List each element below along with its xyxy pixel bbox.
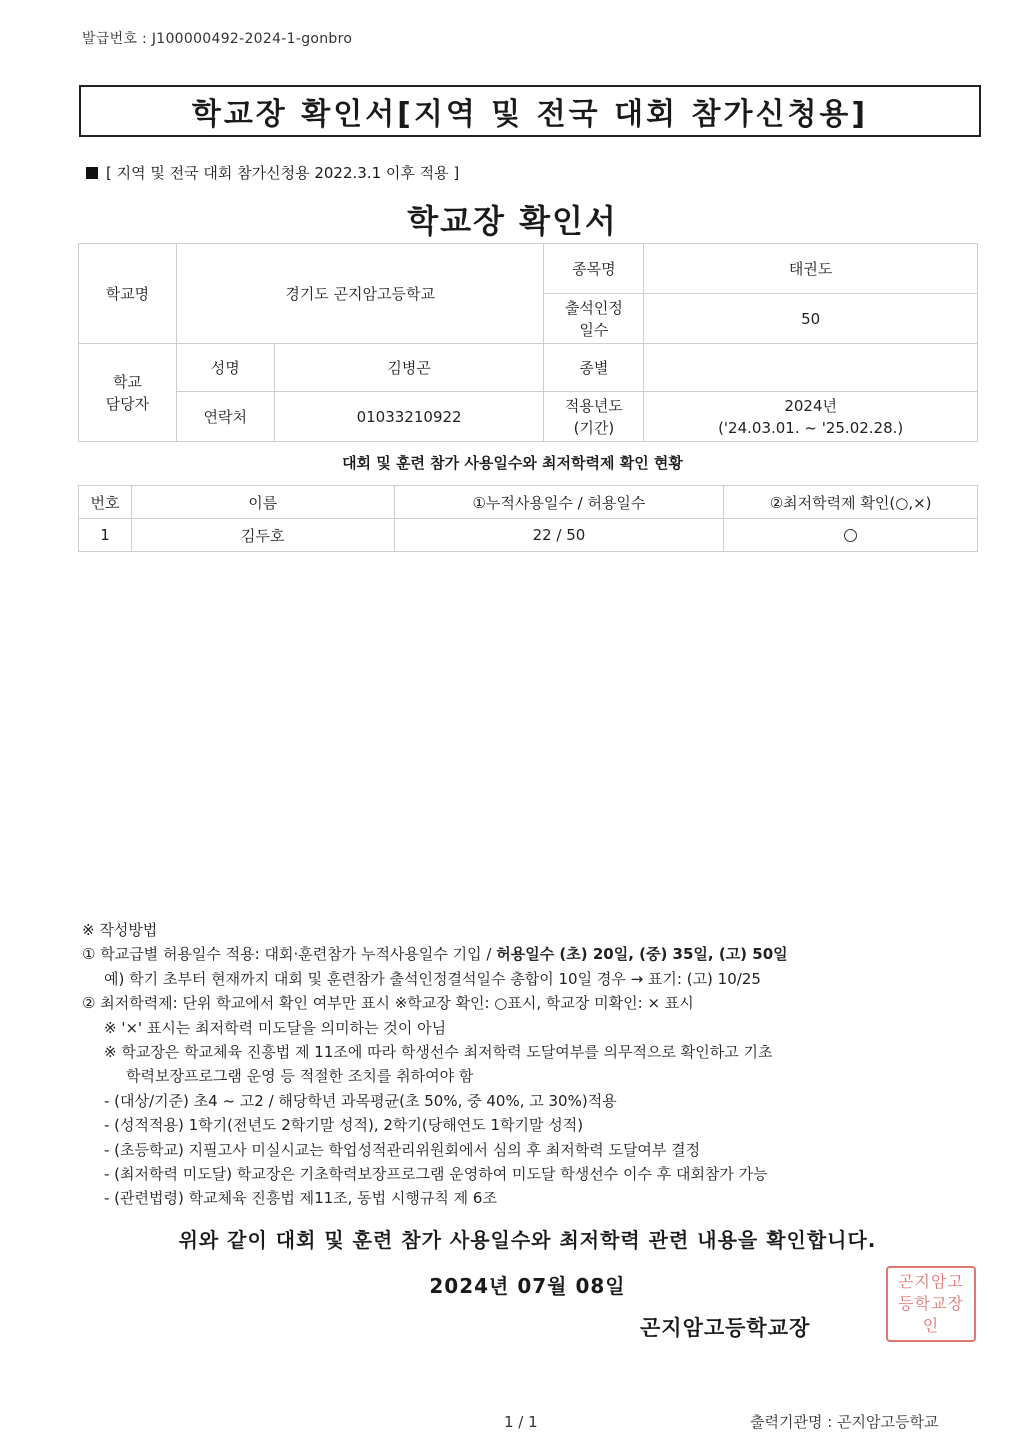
notes-title: ※ 작성방법 [82,921,158,939]
note-1 [82,942,942,966]
detail-5: - (관련법령) 학교체육 진흥법 제11조, 동법 시행규칙 제 6조 [104,1189,497,1208]
note-2-b2: 학력보장프로그램 운영 등 적절한 조치를 취하여야 함 [126,1067,474,1086]
year-value-line2: ('24.03.01. ~ '25.02.28.) [718,418,904,437]
year-label-line2: (기간) [573,418,615,437]
category-label: 종별 [544,344,644,392]
row-confirm [724,519,978,552]
applies-note-text: [ 지역 및 전국 대회 참가신청용 2022.3.1 이후 적용 ] [106,164,460,182]
note-1-text: ① 학교급별 허용일수 적용: 대회·훈련참가 누적사용일수 기입 / [82,945,497,964]
table-header-row [79,486,978,519]
contact-value: 01033210922 [274,392,544,442]
circle-mark-icon [844,529,857,542]
row-name: 김두호 [131,519,394,552]
issue-date: 2024년 07월 08일 [429,1274,626,1298]
manager-label [79,344,177,442]
category-value [644,344,978,392]
note-2: ② 최저학력제: 단위 학교에서 확인 여부만 표시 ※학교장 확인: ○표시, 학교장 미확인: × 표시 [82,994,694,1013]
header-confirm: ②최저학력제 확인(○,×) [724,486,978,519]
school-name-value: 경기도 곤지암고등학교 [176,244,544,344]
attendance-label-line2: 일수 [579,320,609,339]
writing-instructions [82,918,942,1211]
seal-text: 곤지암고등학교장인 [898,1272,964,1335]
school-info-table [78,243,978,442]
manager-label-line2: 담당자 [105,394,150,413]
principal-name: 곤지암고등학교장 [640,1316,811,1340]
page-number: 1 / 1 [504,1413,538,1431]
participation-table [78,485,978,552]
document-title-box: 학교장 확인서[지역 및 전국 대회 참가신청용] [79,85,981,137]
table-row [79,519,978,552]
year-value-line1: 2024년 [784,396,837,415]
official-seal-icon [886,1266,976,1342]
detail-1: - (대상/기준) 초4 ~ 고2 / 해당학년 과목평균(초 50%, 중 40%, 고 30%)적용 [104,1091,617,1110]
note-2-b1: ※ 학교장은 학교체육 진흥법 제 11조에 따라 학생선수 최저학력 도달여부를 의무적으로 확인하고 기초 [104,1043,773,1062]
year-value [644,392,978,442]
square-bullet-icon [86,167,98,179]
note-1-bold: 허용일수 (초) 20일, (중) 35일, (고) 50일 [496,945,788,964]
page-title: 학교장 확인서 [407,202,618,240]
school-name-label: 학교명 [79,244,177,344]
section-title: 대회 및 훈련 참가 사용일수와 최저학력제 확인 현황 [342,454,683,472]
contact-label: 연락처 [176,392,274,442]
year-label-line1: 적용년도 [564,396,623,415]
confirmation-statement: 위와 같이 대회 및 훈련 참가 사용일수와 최저학력 관련 내용을 확인합니다. [178,1228,877,1252]
attendance-value: 50 [644,294,978,344]
sport-label: 종목명 [544,244,644,294]
detail-2: - (성적적용) 1학기(전년도 2학기말 성적), 2학기(당해연도 1학기말 성적) [104,1116,584,1135]
year-label [544,392,644,442]
attendance-label [544,294,644,344]
header-name: 이름 [131,486,394,519]
issue-number: 발급번호 : J100000492-2024-1-gonbro [82,31,353,47]
row-days: 22 / 50 [394,519,724,552]
printer-info: 출력기관명 : 곤지암고등학교 [750,1413,939,1431]
detail-4: - (최저학력 미도달) 학교장은 기초학력보장프로그램 운영하여 미도달 학생선수 이수 후 대회참가 가능 [104,1165,768,1184]
manager-name-value: 김병곤 [274,344,544,392]
manager-label-line1: 학교 [112,372,142,391]
sport-value: 태권도 [644,244,978,294]
note-1-example: 예) 학기 초부터 현재까지 대회 및 훈련참가 출석인정결석일수 총합이 10일 경우 → 표기: (고) 10/25 [104,969,761,988]
detail-3: - (초등학교) 지필고사 미실시교는 학업성적관리위원회에서 심의 후 최저학력 도달여부 결정 [104,1140,701,1159]
manager-name-label: 성명 [176,344,274,392]
row-no: 1 [79,519,132,552]
applies-note [86,162,459,183]
header-days: ①누적사용일수 / 허용일수 [394,486,724,519]
header-no: 번호 [79,486,132,519]
note-2-a: ※ '×' 표시는 최저학력 미도달을 의미하는 것이 아님 [104,1018,447,1037]
attendance-label-line1: 출석인정 [564,298,623,317]
